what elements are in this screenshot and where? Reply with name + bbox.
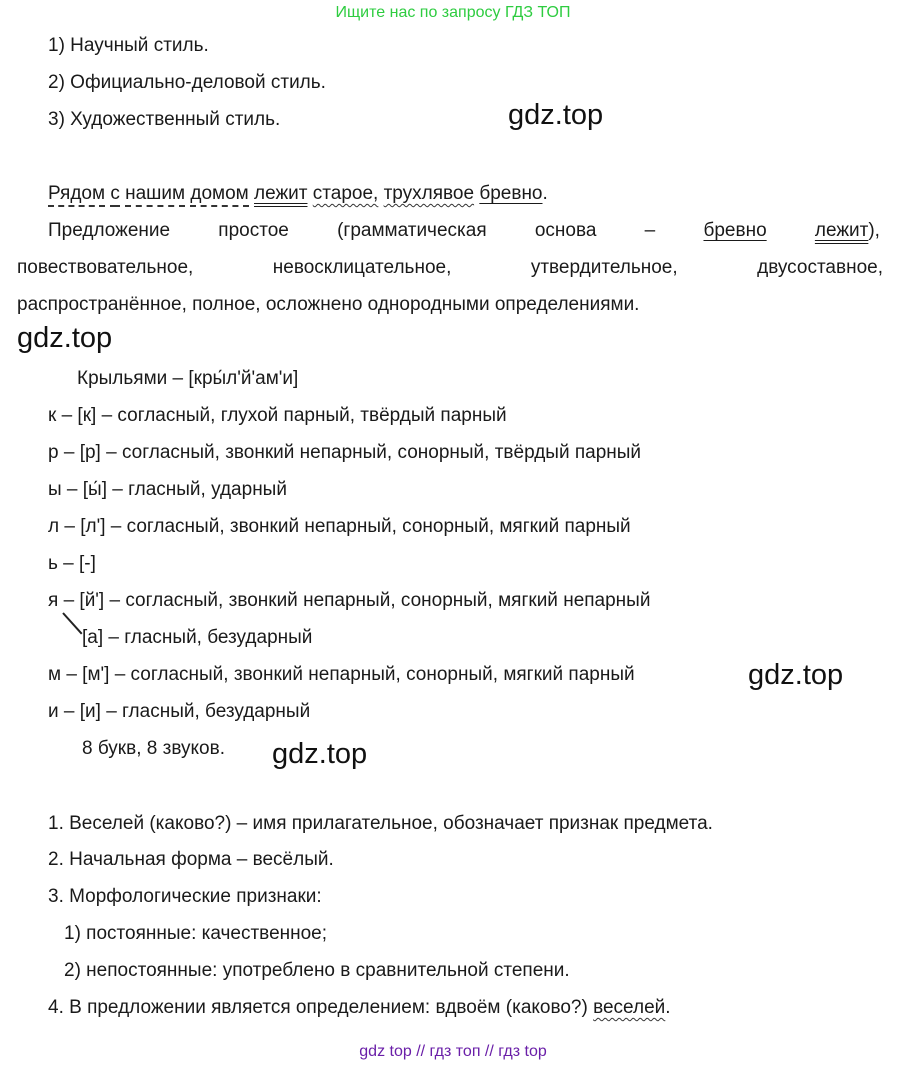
morph-row: 1) постоянные: качественное;: [64, 923, 328, 944]
word-adverbial: Рядом: [48, 183, 105, 207]
analysis-word: основа: [534, 220, 597, 241]
word-predicate: лежит: [254, 183, 308, 204]
phonetic-row: ы – [ы́] – гласный, ударный: [48, 479, 287, 500]
word-preposition: с: [110, 183, 120, 207]
phonetic-title: Крыльями – [кры́л'й'ам'и]: [77, 368, 299, 389]
morph-row-text: 4. В предложении является определением: вдвоём (каково?): [48, 997, 594, 1018]
style-item-3: 3) Художественный стиль.: [48, 109, 281, 130]
phonetic-row: м – [м'] – согласный, звонкий непарный, сонорный, мягкий парный: [48, 664, 635, 685]
phonetic-row: р – [р] – согласный, звонкий непарный, сонорный, твёрдый парный: [48, 442, 642, 463]
watermark: gdz.top: [508, 99, 604, 131]
style-item-1: 1) Научный стиль.: [48, 35, 209, 56]
analysis-word: двусоставное,: [757, 257, 883, 278]
morph-attribute-word: веселей: [593, 997, 666, 1018]
morph-row-last: [48, 997, 671, 1019]
morph-period: .: [665, 997, 671, 1018]
watermark: gdz.top: [748, 659, 844, 691]
phonetic-row: л – [л'] – согласный, звонкий непарный, сонорный, мягкий парный: [48, 516, 631, 537]
analysis-line-3: распространённое, полное, осложнено однородными определениями.: [17, 294, 640, 315]
analysis-line-1: [48, 220, 880, 242]
search-hint-header: Ищите нас по запросу ГДЗ ТОП: [335, 4, 571, 21]
word-attribute-1: старое,: [312, 183, 379, 204]
phonetic-row: и – [и] – гласный, безударный: [48, 701, 311, 722]
phonetic-row: я – [й'] – согласный, звонкий непарный, сонорный, мягкий непарный: [48, 590, 651, 611]
analysis-word: утвердительное,: [530, 257, 678, 278]
phonetic-summary: 8 букв, 8 звуков.: [82, 738, 225, 759]
phonetic-row: [а] – гласный, безударный: [82, 627, 313, 648]
phonetic-row: к – [к] – согласный, глухой парный, твёрдый парный: [48, 405, 507, 426]
word-attribute-2: трухлявое: [383, 183, 475, 204]
morph-row: 2. Начальная форма – весёлый.: [48, 849, 334, 870]
analysis-word: –: [644, 220, 656, 241]
word-attribute: нашим: [125, 183, 185, 207]
morph-row: 3. Морфологические признаки:: [48, 886, 322, 907]
analysis-line-2: [17, 257, 883, 279]
two-sounds-connector: [62, 612, 82, 634]
phonetic-row: ь – [-]: [48, 553, 96, 574]
analysis-word: Предложение: [48, 220, 171, 241]
analysis-word: повествовательное,: [17, 257, 194, 278]
word-adverbial-noun: домом: [190, 183, 248, 207]
morph-row: 1. Веселей (каково?) – имя прилагательное, обозначает признак предмета.: [48, 813, 713, 834]
analysis-bracket: ),: [868, 220, 880, 241]
grammar-subject: бревно: [703, 220, 767, 241]
watermark: gdz.top: [17, 322, 113, 354]
analysis-word: (грамматическая: [337, 220, 487, 241]
footer-watermark: gdz top // гдз топ // гдз top: [359, 1043, 547, 1060]
morph-row: 2) непостоянные: употреблено в сравнительной степени.: [64, 960, 570, 981]
analysis-word: невосклицательное,: [272, 257, 452, 278]
sentence-period: .: [542, 183, 548, 204]
grammar-predicate: лежит: [814, 220, 869, 241]
style-item-2: 2) Официально-деловой стиль.: [48, 72, 326, 93]
parsed-sentence: [48, 183, 548, 205]
analysis-word: простое: [218, 220, 289, 241]
watermark: gdz.top: [272, 738, 368, 770]
word-subject: бревно: [479, 183, 543, 204]
